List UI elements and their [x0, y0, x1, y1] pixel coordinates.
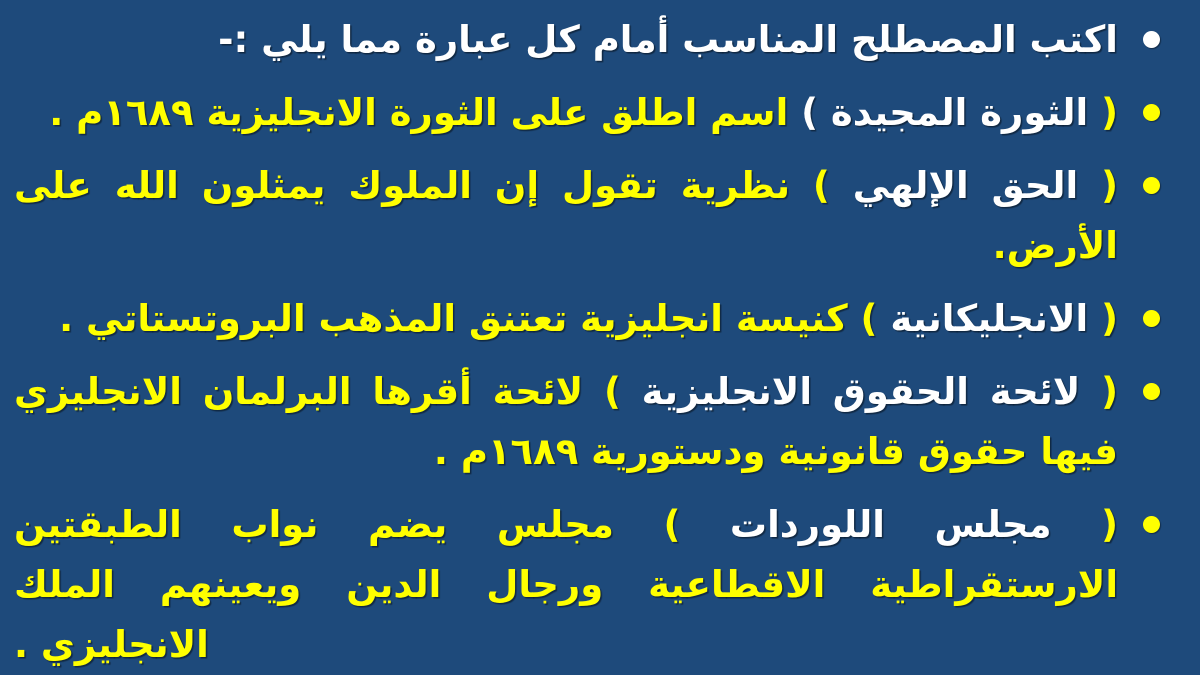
text-segment: ) كنيسة انجليزية تعتنق المذهب البروتستاتي .: [59, 297, 891, 340]
text-segment: اسم اطلق على الثورة الانجليزية ١٦٨٩م .: [49, 91, 802, 134]
text-segment: الثورة المجيدة ): [801, 91, 1089, 134]
bullet-dot-icon: [1143, 31, 1160, 48]
text-segment: لائحة الحقوق الانجليزية: [641, 370, 1081, 413]
text-segment: (: [1080, 370, 1118, 413]
bullet-item: [14, 289, 1170, 349]
text-segment: مجلس اللوردات: [729, 503, 1052, 546]
text-segment: (: [1088, 91, 1118, 134]
bullet-item: [14, 10, 1170, 70]
bullet-item: [14, 495, 1170, 675]
bullet-dot-icon: [1143, 516, 1160, 533]
text-segment: (: [1078, 164, 1118, 207]
text-segment: ) نظرية تقول إن الملوك يمثلون الله على الأرض.: [14, 164, 1118, 267]
text-segment: (: [1088, 297, 1118, 340]
bullet-dot-icon: [1143, 310, 1160, 327]
text-segment: (: [1051, 503, 1118, 546]
text-segment: اكتب المصطلح المناسب أمام كل عبارة مما يلي :-: [218, 18, 1118, 61]
bullet-dot-icon: [1143, 383, 1160, 400]
text-segment: الحق الإلهي: [852, 164, 1079, 207]
text-segment: ) لائحة أقرها البرلمان الانجليزي فيها حقوق قانونية ودستورية ١٦٨٩م .: [14, 370, 1118, 473]
text-segment: ) مجلس يضم نواب الطبقتين الارستقراطية الاقطاعية ورجال الدين ويعينهم الملك الانجليزي .: [14, 503, 1118, 666]
bullet-item: [14, 362, 1170, 482]
bullet-dot-icon: [1143, 104, 1160, 121]
bullet-dot-icon: [1143, 177, 1160, 194]
bullet-item: [14, 156, 1170, 276]
bullet-item: [14, 83, 1170, 143]
text-segment: الانجليكانية: [890, 297, 1089, 340]
